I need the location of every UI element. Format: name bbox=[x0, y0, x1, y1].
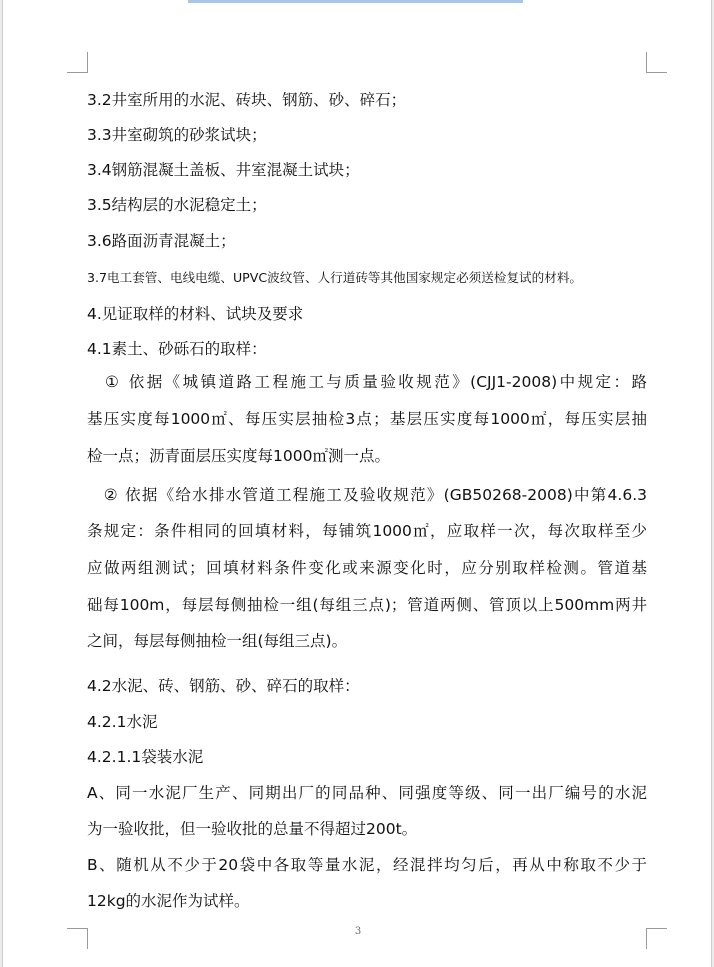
item-3-5: 3.5结构层的水泥稳定土； bbox=[87, 196, 267, 214]
item-b-line-2: 12kg的水泥作为试样。 bbox=[87, 892, 250, 910]
section-4-2-heading: 4.2水泥、砖、钢筋、砂、碎石的取样： bbox=[87, 677, 360, 695]
crop-mark-top-right bbox=[646, 52, 667, 73]
paragraph-2-line-1: ② 依据《给水排水管道工程施工及验收规范》(GB50268-2008)中第4.6.3 bbox=[87, 486, 647, 504]
document-page bbox=[2, 0, 712, 967]
item-a-line-1: A、同一水泥厂生产、同期出厂的同品种、同强度等级、同一出厂编号的水泥 bbox=[87, 784, 647, 802]
item-3-7: 3.7电工套管、电线电缆、UPVC波纹管、人行道砖等其他国家规定必须送检复试的材料。 bbox=[87, 270, 583, 285]
item-b-line-1: B、随机从不少于20袋中各取等量水泥，经混拌均匀后，再从中称取不少于 bbox=[87, 856, 647, 874]
section-4-1-heading: 4.1素土、砂砾石的取样： bbox=[87, 340, 267, 358]
crop-mark-top-left bbox=[67, 52, 88, 73]
paragraph-1-line-2: 基压实度每1000㎡、每压实层抽检3点；基层压实度每1000㎡，每压实层抽 bbox=[87, 410, 647, 428]
item-3-3: 3.3井室砌筑的砂浆试块； bbox=[87, 126, 267, 144]
item-a-line-2: 为一验收批，但一验收批的总量不得超过200t。 bbox=[87, 820, 418, 838]
paragraph-2-line-4: 础每100m，每层每侧抽检一组(每组三点)；管道两侧、管顶以上500mm两井 bbox=[87, 596, 647, 614]
paragraph-1-line-1: ① 依据《城镇道路工程施工与质量验收规范》(CJJ1-2008)中规定：路 bbox=[87, 373, 647, 391]
section-4-2-1-heading: 4.2.1水泥 bbox=[87, 713, 158, 731]
item-3-4: 3.4钢筋混凝土盖板、井室混凝土试块； bbox=[87, 161, 360, 179]
item-3-2: 3.2井室所用的水泥、砖块、钢筋、砂、碎石； bbox=[87, 91, 407, 109]
paragraph-1-line-3: 检一点；沥青面层压实度每1000㎡测一点。 bbox=[87, 447, 390, 465]
page-number: 3 bbox=[354, 926, 362, 937]
paragraph-2-line-5: 之间，每层每侧抽检一组(每组三点)。 bbox=[87, 632, 348, 650]
paragraph-2-line-2: 条规定：条件相同的回填材料，每铺筑1000㎡，应取样一次，每次取样至少 bbox=[87, 522, 647, 540]
section-4-heading: 4.见证取样的材料、试块及要求 bbox=[87, 305, 304, 323]
section-4-2-1-1-heading: 4.2.1.1袋装水泥 bbox=[87, 748, 204, 766]
item-3-6: 3.6路面沥青混凝土； bbox=[87, 232, 236, 250]
page-top-indicator bbox=[188, 0, 523, 3]
paragraph-2-line-3: 应做两组测试；回填材料条件变化或来源变化时，应分别取样检测。管道基 bbox=[87, 559, 647, 577]
